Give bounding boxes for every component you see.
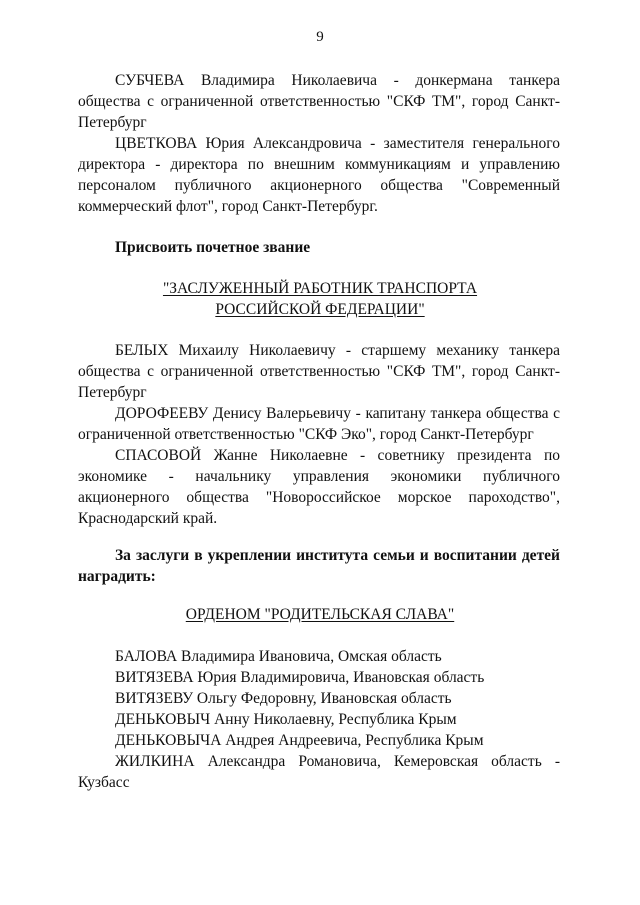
recipient-line: ВИТЯЗЕВА Юрия Владимировича, Ивановская область	[115, 669, 485, 686]
recipient-line: ЖИЛКИНА Александра Романовича, Кемеровская область - Кузбасс	[78, 753, 560, 791]
recipients-block-1	[78, 70, 560, 217]
recipient-line: ДЕНЬКОВЫЧА Андрея Андреевича, Республика Крым	[115, 732, 484, 749]
recipients-block-3	[78, 646, 560, 793]
award-title-line2: РОССИЙСКОЙ ФЕДЕРАЦИИ"	[215, 301, 425, 318]
recipients-block-2	[78, 340, 560, 529]
recipient-paragraph: ДОРОФЕЕВУ Денису Валерьевичу - капитану танкера общества с ограниченной ответственностью "СКФ Эко", город Санкт-Петербург	[78, 405, 560, 443]
page-number: 9	[316, 29, 324, 45]
family-title-block	[78, 545, 560, 587]
recipient-paragraph: ЦВЕТКОВА Юрия Александровича - заместителя генерального директора - директора по внешним коммуникациям и управлению персоналом публичного акционерного общества "Современный коммерческий флот", город Санкт-Петербург.	[78, 135, 560, 215]
assign-title: Присвоить почетное звание	[115, 239, 311, 256]
recipient-paragraph: СПАСОВОЙ Жанне Николаевне - советнику президента по экономике - начальнику управления экономики публичного акционерного общества "Новороссийское морское пароходство", Краснодарский край.	[78, 447, 560, 527]
recipient-line: ВИТЯЗЕВУ Ольгу Федоровну, Ивановская область	[115, 690, 452, 707]
family-title: За заслуги в укреплении института семьи и воспитании детей наградить:	[78, 547, 560, 585]
recipient-paragraph: СУБЧЕВА Владимира Николаевича - донкермана танкера общества с ограниченной ответственностью "СКФ ТМ", город Санкт-Петербург	[78, 72, 560, 131]
recipient-paragraph: БЕЛЫХ Михаилу Николаевичу - старшему механику танкера общества с ограниченной ответственностью "СКФ ТМ", город Санкт-Петербург	[78, 342, 560, 401]
recipient-line: ДЕНЬКОВЫЧ Анну Николаевну, Республика Крым	[115, 711, 457, 728]
assign-title-block	[78, 237, 560, 258]
recipient-line: БАЛОВА Владимира Ивановича, Омская область	[115, 648, 442, 665]
order-title-block	[0, 604, 640, 625]
order-title: ОРДЕНОМ "РОДИТЕЛЬСКАЯ СЛАВА"	[185, 606, 455, 623]
award-title-line1: "ЗАСЛУЖЕННЫЙ РАБОТНИК ТРАНСПОРТА	[162, 280, 478, 297]
award-title	[0, 278, 640, 320]
